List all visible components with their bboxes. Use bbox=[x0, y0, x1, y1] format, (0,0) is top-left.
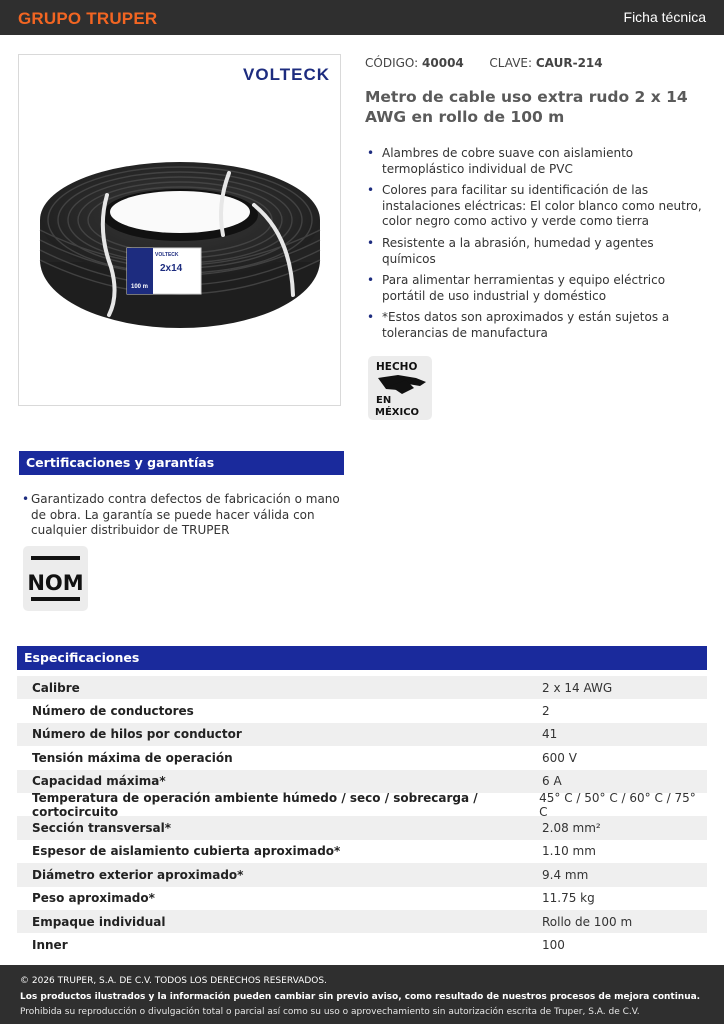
footer-notice: Los productos ilustrados y la información pueden cambiar sin previo aviso, como resultado de nuestros procesos de mejora continua. bbox=[20, 991, 701, 1002]
spec-value: 45° C / 50° C / 60° C / 75° C bbox=[539, 790, 696, 819]
feature-item: • Resistente a la abrasión, humedad y agentes químicos bbox=[365, 236, 710, 267]
table-row bbox=[17, 790, 707, 819]
top-header bbox=[0, 0, 724, 35]
specifications-table bbox=[17, 676, 707, 957]
product-title: Metro de cable uso extra rudo 2 x 14 AWG en rollo de 100 m bbox=[365, 88, 688, 126]
spec-label: Inner bbox=[32, 937, 68, 952]
specifications-heading: Especificaciones bbox=[17, 646, 707, 670]
product-image-panel bbox=[18, 54, 341, 406]
nom-icon bbox=[23, 546, 88, 611]
codigo-label: CÓDIGO: bbox=[365, 56, 419, 70]
codigo-value: 40004 bbox=[422, 56, 464, 70]
spec-label: Sección transversal* bbox=[32, 821, 172, 836]
nom-badge bbox=[23, 546, 88, 611]
made-in-mexico-badge bbox=[368, 356, 432, 420]
spec-value: 6 A bbox=[542, 774, 562, 789]
spec-value: 2 bbox=[542, 704, 550, 719]
table-row bbox=[17, 746, 707, 769]
table-row bbox=[17, 910, 707, 933]
clave-value: CAUR-214 bbox=[535, 56, 603, 70]
volteck-logo: VOLTECK bbox=[243, 65, 330, 84]
footer-legal: Prohibida su reproducción o divulgación total o parcial así como su uso o aprovechamiento sin autorización escrita de Truper, S.A. de C.V. bbox=[20, 1007, 640, 1017]
spec-value: 1.10 mm bbox=[542, 844, 596, 859]
cable-label-length: 100 m bbox=[131, 284, 149, 290]
spec-value: 100 bbox=[542, 937, 565, 952]
table-row bbox=[17, 887, 707, 910]
table-row bbox=[17, 840, 707, 863]
made-in-mexico-icon bbox=[368, 356, 432, 420]
badge-line-mexico: MÉXICO bbox=[375, 407, 420, 418]
table-row bbox=[17, 933, 707, 956]
sheet-type-label: Ficha técnica bbox=[623, 9, 706, 25]
feature-item: • Alambres de cobre suave con aislamiento termoplástico individual de PVC bbox=[365, 146, 710, 177]
feature-item: • Para alimentar herramientas y equipo eléctrico portátil de uso industrial y doméstico bbox=[365, 273, 710, 304]
spec-value: 41 bbox=[542, 727, 558, 742]
cable-label-gauge: 2x14 bbox=[160, 263, 183, 274]
spec-value: 2.08 mm² bbox=[542, 821, 601, 836]
cable-label-brand: VOLTECK bbox=[155, 252, 179, 258]
certifications-heading: Certificaciones y garantías bbox=[19, 451, 344, 475]
spec-value: Rollo de 100 m bbox=[542, 914, 633, 929]
spec-value: 600 V bbox=[542, 750, 577, 765]
spec-value: 2 x 14 AWG bbox=[542, 680, 613, 695]
cable-roll-image bbox=[19, 55, 341, 406]
spec-label: Número de hilos por conductor bbox=[32, 727, 242, 742]
table-row bbox=[17, 676, 707, 699]
spec-label: Empaque individual bbox=[32, 914, 166, 929]
badge-line-hecho: HECHO bbox=[376, 361, 418, 373]
product-codes bbox=[365, 56, 603, 70]
feature-item: • Colores para facilitar su identificación de las instalaciones eléctricas: El color blanco como neutro, color negro como activo y verde como tierra bbox=[365, 183, 710, 230]
spec-label: Capacidad máxima* bbox=[32, 774, 166, 789]
badge-line-en: EN bbox=[376, 395, 392, 406]
spec-value: 11.75 kg bbox=[542, 891, 595, 906]
page-footer bbox=[0, 965, 724, 1024]
spec-label: Tensión máxima de operación bbox=[32, 750, 233, 765]
brand-logo: GRUPO TRUPER bbox=[18, 9, 158, 28]
spec-label: Espesor de aislamiento cubierta aproximado* bbox=[32, 844, 341, 859]
spec-label: Diámetro exterior aproximado* bbox=[32, 867, 244, 882]
table-row bbox=[17, 699, 707, 722]
spec-label: Temperatura de operación ambiente húmedo / seco / sobrecarga / cortocircuito bbox=[32, 790, 478, 819]
spec-label: Peso aproximado* bbox=[32, 891, 155, 906]
table-row bbox=[17, 770, 707, 793]
table-row bbox=[17, 723, 707, 746]
table-row bbox=[17, 816, 707, 839]
table-row bbox=[17, 863, 707, 886]
nom-badge-text: NOM bbox=[27, 571, 84, 595]
feature-item: • *Estos datos son aproximados y están sujetos a tolerancias de manufactura bbox=[365, 310, 710, 341]
spec-value: 9.4 mm bbox=[542, 867, 589, 882]
spec-label: Calibre bbox=[32, 680, 80, 695]
warranty-text: • Garantizado contra defectos de fabricación o mano de obra. La garantía se puede hacer válida con cualquier distribuidor de TRUPER bbox=[22, 492, 342, 539]
clave-label: CLAVE: bbox=[489, 56, 533, 70]
spec-label: Número de conductores bbox=[32, 704, 194, 719]
footer-copyright: © 2026 TRUPER, S.A. DE C.V. TODOS LOS DERECHOS RESERVADOS. bbox=[20, 976, 327, 986]
feature-list bbox=[365, 146, 710, 348]
